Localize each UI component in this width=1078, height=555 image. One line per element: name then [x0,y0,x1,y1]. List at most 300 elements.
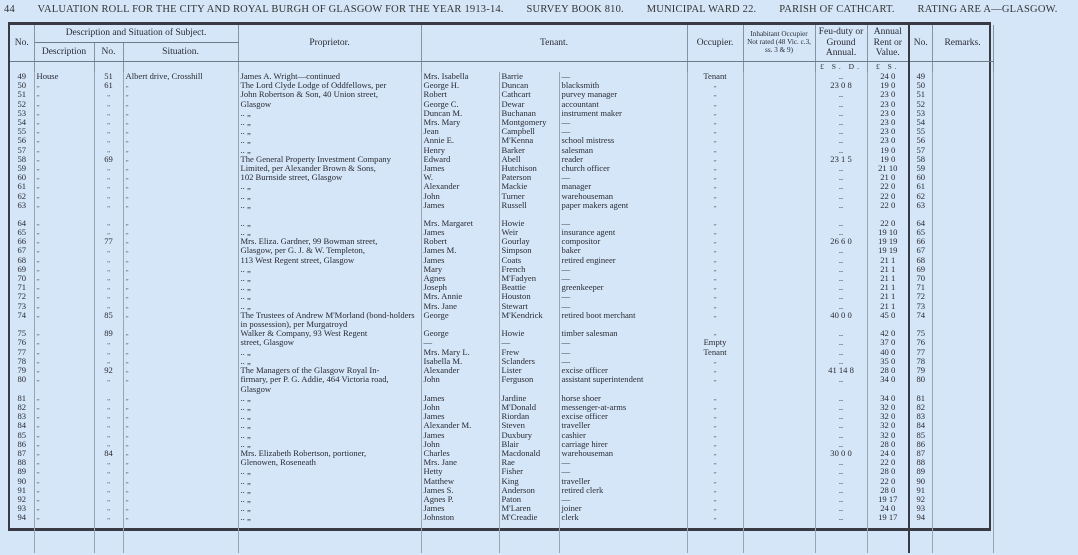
tenant-occupation: paper makers agent [559,201,687,219]
occupier: „ [687,192,743,201]
tenant-first-name: W. [421,173,499,182]
entry-number: 77 [10,348,34,357]
entry-number: 82 [10,403,34,412]
inhabitant-occupier [743,173,815,182]
tenant-surname: Ferguson [499,375,559,393]
description: „ [34,504,94,513]
entry-number-right: 67 [909,246,932,255]
description: „ [34,375,94,393]
situation: „ [123,467,238,476]
tenant-occupation: timber salesman [559,329,687,338]
col-street-no: No. [94,43,123,61]
situation: „ [123,192,238,201]
entry-number: 59 [10,164,34,173]
situation: „ [123,440,238,449]
street-number: 69 [94,155,123,164]
tenant-surname: Weir [499,228,559,237]
remarks [932,192,993,201]
description: „ [34,274,94,283]
tenant-first-name: Robert [421,237,499,246]
entry-number: 73 [10,302,34,311]
tenant-occupation: assistant superintendent [559,375,687,393]
occupier: „ [687,237,743,246]
tenant-surname: Riordan [499,412,559,421]
tenant-first-name: Mary [421,265,499,274]
entry-number: 90 [10,477,34,486]
tenant-surname: M'Fadyen [499,274,559,283]
inhabitant-occupier [743,513,815,522]
feu-duty: .. [815,274,867,283]
description: „ [34,431,94,440]
occupier: „ [687,219,743,228]
tenant-first-name: Annie E. [421,136,499,145]
annual-rent: 21 1 [867,283,909,292]
annual-rent: 34 0 [867,375,909,393]
tenant-surname: Paton [499,495,559,504]
tenant-surname: Duxbury [499,431,559,440]
annual-rent: 21 1 [867,265,909,274]
proprietor: .. „ [238,477,421,486]
roll-grid [10,25,994,553]
remarks [932,467,993,476]
annual-rent: 32 0 [867,403,909,412]
tenant-occupation: — [559,274,687,283]
tenant-occupation: — [559,292,687,301]
occupier: „ [687,146,743,155]
occupier: „ [687,274,743,283]
proprietor: .. „ [238,504,421,513]
remarks [932,228,993,237]
survey-book: SURVEY BOOK 810. [526,4,624,15]
annual-rent: 28 0 [867,440,909,449]
blank-cell [238,523,421,553]
proprietor: John Robertson & Son, 40 Union street, [238,90,421,99]
occupier: „ [687,109,743,118]
tenant-first-name: James [421,394,499,403]
tenant-occupation: joiner [559,504,687,513]
street-number: „ [94,90,123,99]
tenant-surname: Russell [499,201,559,219]
tenant-occupation: purvey manager [559,90,687,99]
entry-number-right: 93 [909,504,932,513]
entry-number-right: 72 [909,292,932,301]
tenant-occupation: reader [559,155,687,164]
situation: „ [123,182,238,191]
proprietor: .. „ [238,431,421,440]
proprietor: .. „ [238,394,421,403]
situation: „ [123,357,238,366]
annual-rent: 45 0 [867,311,909,329]
inhabitant-occupier [743,192,815,201]
remarks [932,302,993,311]
annual-rent: 28 0 [867,366,909,375]
tenant-first-name: Mrs. Jane [421,458,499,467]
remarks [932,329,993,338]
tenant-occupation: retired clerk [559,486,687,495]
blank-cell [10,523,34,553]
occupier: „ [687,100,743,109]
tenant-occupation: — [559,357,687,366]
feu-duty: .. [815,100,867,109]
description: „ [34,513,94,522]
tenant-occupation: carriage hirer [559,440,687,449]
feu-duty: .. [815,348,867,357]
street-number: „ [94,283,123,292]
entry-number-right: 52 [909,100,932,109]
remarks [932,136,993,145]
tenant-first-name: Johnston [421,513,499,522]
annual-rent: 23 0 [867,136,909,145]
remarks [932,90,993,99]
street-number: „ [94,136,123,145]
blank-cell [123,523,238,553]
parish: PARISH OF CATHCART. [779,4,895,15]
blank-cell [499,523,559,553]
description: „ [34,192,94,201]
feu-duty: .. [815,329,867,338]
occupier: „ [687,513,743,522]
entry-number: 63 [10,201,34,219]
annual-rent: 22 0 [867,201,909,219]
roll-body [10,72,993,553]
entry-number: 55 [10,127,34,136]
tenant-surname: Campbell [499,127,559,136]
occupier: „ [687,292,743,301]
tenant-first-name: James [421,504,499,513]
tenant-occupation: — [559,118,687,127]
tenant-first-name: John [421,403,499,412]
occupier: „ [687,477,743,486]
blank-cell [867,523,909,553]
entry-number-right: 58 [909,155,932,164]
proprietor: .. „ [238,127,421,136]
tenant-occupation: — [559,72,687,81]
feu-duty: .. [815,136,867,145]
proprietor: .. „ [238,403,421,412]
description: „ [34,440,94,449]
occupier: „ [687,164,743,173]
proprietor: .. „ [238,265,421,274]
tenant-first-name: Duncan M. [421,109,499,118]
street-number: „ [94,100,123,109]
col-proprietor: Proprietor. [238,25,421,61]
situation: „ [123,90,238,99]
proprietor: The General Property Investment Company [238,155,421,164]
proprietor: Mrs. Elizabeth Robertson, portioner, [238,449,421,458]
inhabitant-occupier [743,155,815,164]
tenant-occupation: — [559,265,687,274]
situation: „ [123,146,238,155]
street-number: „ [94,173,123,182]
proprietor: .. „ [238,467,421,476]
annual-rent: 37 0 [867,338,909,347]
tenant-occupation: — [559,495,687,504]
entry-number-right: 76 [909,338,932,347]
entry-number: 75 [10,329,34,338]
blank-row [10,523,993,553]
inhabitant-occupier [743,127,815,136]
inhabitant-occupier [743,182,815,191]
inhabitant-occupier [743,329,815,338]
proprietor: .. „ [238,136,421,145]
entry-number: 93 [10,504,34,513]
occupier: „ [687,440,743,449]
situation: Albert drive, Crosshill [123,72,238,81]
occupier: „ [687,201,743,219]
tenant-occupation: compositor [559,237,687,246]
tenant-occupation: — [559,458,687,467]
annual-rent: 22 0 [867,182,909,191]
feu-duty: .. [815,477,867,486]
feu-units: £ S. D. [815,61,867,72]
entry-number: 53 [10,109,34,118]
tenant-surname: Gourlay [499,237,559,246]
tenant-surname: Steven [499,421,559,430]
annual-rent: 22 0 [867,219,909,228]
street-number: „ [94,394,123,403]
description: „ [34,403,94,412]
proprietor: .. „ [238,182,421,191]
tenant-surname: Hutchison [499,164,559,173]
col-situation: Situation. [123,43,238,61]
entry-number: 85 [10,431,34,440]
situation: „ [123,292,238,301]
tenant-surname: Cathcart [499,90,559,99]
inhabitant-occupier [743,375,815,393]
blank-cell [34,523,94,553]
description: „ [34,486,94,495]
inhabitant-occupier [743,256,815,265]
entry-number-right: 74 [909,311,932,329]
tenant-surname: Jardine [499,394,559,403]
street-number: 51 [94,72,123,81]
entry-number: 69 [10,265,34,274]
tenant-first-name: James [421,164,499,173]
annual-rent: 19 19 [867,237,909,246]
inhabitant-occupier [743,237,815,246]
street-number: „ [94,256,123,265]
occupier: „ [687,228,743,237]
description: „ [34,394,94,403]
annual-rent: 34 0 [867,394,909,403]
situation: „ [123,127,238,136]
street-number: „ [94,127,123,136]
annual-rent: 19 0 [867,155,909,164]
entry-number-right: 88 [909,458,932,467]
tenant-first-name: Mrs. Isabella [421,72,499,81]
inhabitant-occupier [743,201,815,219]
entry-number-right: 91 [909,486,932,495]
tenant-surname: Turner [499,192,559,201]
tenant-first-name: Alexander M. [421,421,499,430]
proprietor: .. „ [238,495,421,504]
street-number: „ [94,109,123,118]
street-number: 92 [94,366,123,375]
tenant-surname: Abell [499,155,559,164]
description: „ [34,164,94,173]
feu-duty: .. [815,495,867,504]
inhabitant-occupier [743,495,815,504]
occupier: „ [687,182,743,191]
occupier: „ [687,495,743,504]
description: „ [34,182,94,191]
inhabitant-occupier [743,412,815,421]
feu-duty: .. [815,256,867,265]
description: „ [34,348,94,357]
feu-duty: .. [815,283,867,292]
entry-number-right: 50 [909,81,932,90]
occupier: „ [687,311,743,329]
feu-duty: 41 14 8 [815,366,867,375]
street-number: „ [94,274,123,283]
annual-rent: 23 0 [867,118,909,127]
tenant-surname: Beattie [499,283,559,292]
entry-number: 86 [10,440,34,449]
entry-number-right: 87 [909,449,932,458]
tenant-first-name: Agnes [421,274,499,283]
tenant-surname: M'Donald [499,403,559,412]
street-number: „ [94,348,123,357]
inhabitant-occupier [743,348,815,357]
annual-rent: 21 1 [867,302,909,311]
feu-duty: .. [815,504,867,513]
entry-number-right: 70 [909,274,932,283]
tenant-first-name: Agnes P. [421,495,499,504]
description: „ [34,81,94,90]
tenant-first-name: James [421,256,499,265]
feu-duty: .. [815,201,867,219]
description: „ [34,421,94,430]
inhabitant-occupier [743,504,815,513]
annual-rent: 21 1 [867,274,909,283]
remarks [932,146,993,155]
street-number: „ [94,440,123,449]
remarks [932,100,993,109]
inhabitant-occupier [743,394,815,403]
feu-duty: .. [815,458,867,467]
annual-rent: 19 17 [867,513,909,522]
annual-rent: 23 0 [867,100,909,109]
rating-area: RATING ARE A—GLASGOW. [917,4,1058,15]
description: „ [34,458,94,467]
annual-rent: 19 19 [867,246,909,255]
tenant-occupation: warehouseman [559,449,687,458]
tenant-first-name: Charles [421,449,499,458]
description: „ [34,90,94,99]
col-description-group: Description and Situation of Subject. [34,25,238,43]
description: „ [34,155,94,164]
remarks [932,237,993,246]
tenant-first-name: Mrs. Annie [421,292,499,301]
annual-rent: 28 0 [867,467,909,476]
remarks [932,440,993,449]
page-header [4,4,1058,15]
entry-number: 72 [10,292,34,301]
proprietor: .. „ [238,348,421,357]
annual-rent: 21 10 [867,164,909,173]
tenant-first-name: Joseph [421,283,499,292]
tenant-first-name: Mrs. Mary [421,118,499,127]
inhabitant-occupier [743,431,815,440]
tenant-occupation: horse shoer [559,394,687,403]
entry-number: 83 [10,412,34,421]
situation: „ [123,164,238,173]
entry-number-right: 90 [909,477,932,486]
inhabitant-occupier [743,146,815,155]
tenant-first-name: George [421,329,499,338]
table-row [10,311,993,329]
entry-number-right: 71 [909,283,932,292]
entry-number-right: 68 [909,256,932,265]
annual-rent: 22 0 [867,192,909,201]
description: „ [34,146,94,155]
entry-number: 65 [10,228,34,237]
entry-number: 74 [10,311,34,329]
description: „ [34,109,94,118]
remarks [932,256,993,265]
inhabitant-occupier [743,283,815,292]
proprietor: .. „ [238,118,421,127]
street-number: „ [94,201,123,219]
remarks [932,412,993,421]
tenant-surname: Howie [499,219,559,228]
occupier: „ [687,283,743,292]
remarks [932,338,993,347]
occupier: „ [687,394,743,403]
table-row [10,375,993,393]
proprietor: .. „ [238,513,421,522]
entry-number-right: 49 [909,72,932,81]
blank-cell [559,523,687,553]
inhabitant-occupier [743,100,815,109]
tenant-surname: Simpson [499,246,559,255]
street-number: „ [94,246,123,255]
situation: „ [123,136,238,145]
blank-cell [687,523,743,553]
tenant-surname: Barker [499,146,559,155]
annual-rent: 40 0 [867,348,909,357]
inhabitant-occupier [743,90,815,99]
tenant-first-name: James [421,201,499,219]
occupier: „ [687,486,743,495]
tenant-occupation: retired boot merchant [559,311,687,329]
situation: „ [123,155,238,164]
entry-number: 79 [10,366,34,375]
feu-duty: .. [815,173,867,182]
description: House [34,72,94,81]
annual-rent: 24 0 [867,72,909,81]
blank-cell [909,523,932,553]
tenant-occupation: cashier [559,431,687,440]
occupier: „ [687,375,743,393]
feu-duty: 30 0 0 [815,449,867,458]
feu-duty: .. [815,431,867,440]
tenant-first-name: John [421,375,499,393]
feu-duty: .. [815,127,867,136]
situation: „ [123,109,238,118]
municipal-ward: MUNICIPAL WARD 22. [646,4,757,15]
street-number: „ [94,182,123,191]
blank-cell [421,523,499,553]
inhabitant-occupier [743,403,815,412]
entry-number-right: 92 [909,495,932,504]
proprietor: .. „ [238,486,421,495]
description: „ [34,265,94,274]
inhabitant-occupier [743,72,815,81]
feu-duty: .. [815,192,867,201]
tenant-first-name: Mrs. Jane [421,302,499,311]
description: „ [34,228,94,237]
